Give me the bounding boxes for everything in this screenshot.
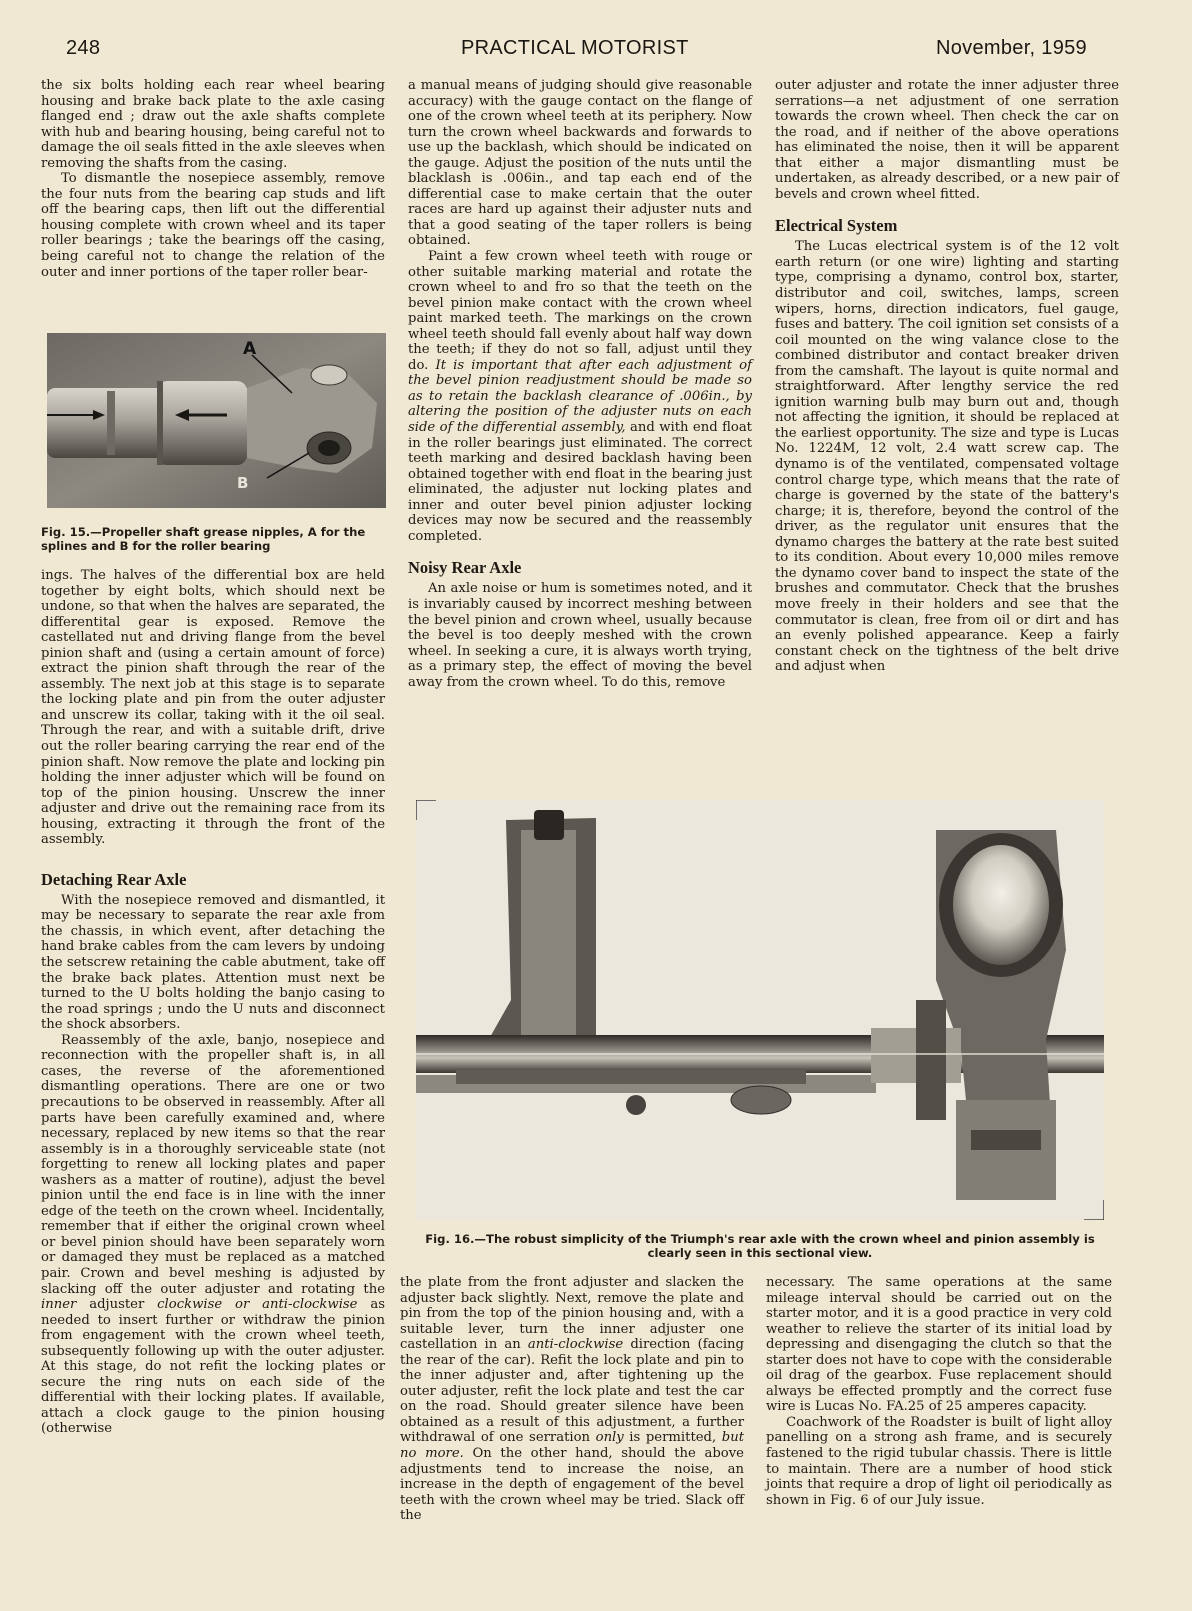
paragraph: Paint a few crown wheel teeth with rouge or other suitable marking material and rotate the crown wheel to and fro so that the teeth on the bevel pinion make contact with the crown wheel paint marked teeth. The markings on the crown wheel teeth should fall evenly about half way down the teeth; if they do not so fall, adjust until they do. It is important that after each adjustment of the bevel pinion readjustment should be made so as to retain the backlash clearance of .006in., by altering the position of the adjuster nuts on each side of the differential assembly, and with end float in the roller bearings just eliminated. The correct teeth marking and desired backlash having been obtained together with end float in the bearing just eliminated, the adjuster nut locking plates and inner and outer bevel pinion adjuster locking devices may now be secured and the reassembly completed.: [408, 249, 752, 544]
magazine-title: PRACTICAL MOTORIST: [461, 37, 689, 59]
issue-date: November, 1959: [936, 37, 1087, 59]
column-1-top: [41, 78, 385, 280]
label-b: B: [237, 474, 249, 492]
paragraph: outer adjuster and rotate the inner adjuster three serrations—a net adjustment of one serration towards the crown wheel. Then check the car on the road, and if neither of the above operations has eliminated the noise, then it will be apparent that either a major dismantling must be undertaken, as already described, or a new pair of bevels and crown wheel fitted.: [775, 78, 1119, 202]
paragraph: With the nosepiece removed and dismantled, it may be necessary to separate the rear axle from the chassis, in which event, after detaching the hand brake cables from the cam levers by undoing the setscrew retaining the cable abutment, take off the brake back plates. Attention must next be turned to the U bolts holding the banjo casing to the road springs ; undo the U nuts and disconnect the shock absorbers.: [41, 892, 385, 1033]
figure-16-photo: [416, 800, 1104, 1220]
heading-electrical-system: Electrical System: [775, 216, 898, 236]
paragraph: To dismantle the nosepiece assembly, remove the four nuts from the bearing cap studs and lift off the bearing caps, then lift out the differential housing complete with crown wheel and its taper roller bearings ; take the bearings off the casing, being careful not to change the relation of the outer and inner portions of the taper roller bear-: [41, 171, 385, 280]
paragraph: the plate from the front adjuster and slacken the adjuster back slightly. Next, remove the plate and pin from the top of the pinion housing and, with a suitable lever, turn the inner adjuster one castellation in an anti-clockwise direction (facing the rear of the car). Refit the lock plate and pin to the inner adjuster and, after tightening up the outer adjuster, refit the lock plate and test the car on the road. Should greater silence have been obtained as a result of this adjustment, a further withdrawal of one serration only is permitted, but no more. On the other hand, should the above adjustments tend to increase the noise, an increase in the depth of engagement of the bevel teeth with the crown wheel may be tried. Slack off the: [400, 1275, 745, 1524]
figure-15-photo: [47, 333, 386, 508]
paragraph: ings. The halves of the differential box are held together by eight bolts, which should next be undone, so that when the halves are separated, the differentital gear is exposed. Remove the castellated nut and driving flange from the bevel pinion shaft and (using a certain amount of force) extract the pinion shaft through the rear of the assembly. The next job at this stage is to separate the locking plate and pin from the outer adjuster and unscrew its collar, taking with it the oil seal. Through the rear, and with a suitable drift, drive out the roller bearing carrying the rear end of the pinion shaft. Now remove the plate and locking pin holding the inner adjuster which will be found on top of the pinion housing. Unscrew the inner adjuster and drive out the remaining race from its housing, extracting it through the front of the assembly.: [41, 568, 385, 848]
figure-16-caption: Fig. 16.—The robust simplicity of the Triumph's rear axle with the crown wheel and pinion assembly is clearly seen in this sectional view.: [425, 1232, 1095, 1260]
paragraph: An axle noise or hum is sometimes noted, and it is invariably caused by incorrect meshing between the bevel pinion and crown wheel, usually because the bevel is too deeply meshed with the crown wheel. In seeking a cure, it is always worth trying, as a primary step, the effect of moving the bevel away from the crown wheel. To do this, remove: [408, 581, 752, 690]
paragraph: the six bolts holding each rear wheel bearing housing and brake back plate to the axle casing flanged end ; draw out the axle shafts complete with hub and bearing housing, being careful not to damage the oil seals fitted in the axle sleeves when removing the shafts from the casing.: [41, 78, 386, 171]
label-a: A: [243, 339, 257, 359]
rear-axle-sectional-illustration: [416, 800, 1104, 1220]
paragraph: Reassembly of the axle, banjo, nosepiece and reconnection with the propeller shaft is, in all cases, the reverse of the aforementioned dismantling operations. There are one or two precautions to be observed in reassembly. After all parts have been carefully examined and, where necessary, replaced by new items so that the rear assembly is in a thoroughly serviceable state (not forgetting to renew all locking plates and paper washers as a matter of routine), adjust the bevel pinion until the end face is in line with the inner edge of the teeth on the crown wheel. Incidentally, remember that if either the original crown wheel or bevel pinion should have been separately worn or damaged they must be replaced as a matched pair. Crown and bevel meshing is adjusted by slacking off the outer adjuster and rotating the inner adjuster clockwise or anti-clockwise as needed to insert further or withdraw the pinion from engagement with the crown wheel teeth, subsequently following up with the outer adjuster. At this stage, do not refit the locking plates or secure the ring nuts on each side of the differential with their locking plates. If available, attach a clock gauge to the pinion housing (otherwise: [41, 1032, 385, 1437]
figure-15-caption: Fig. 15.—Propeller shaft grease nipples, A for the splines and B for the roller bearing: [41, 525, 366, 553]
column-3-top: [775, 78, 1119, 675]
column-1-bottom: [41, 568, 385, 1437]
paragraph: a manual means of judging should give reasonable accuracy) with the gauge contact on the flange of one of the crown wheel teeth at its periphery. Now turn the crown wheel backwards and forwards to use up the backlash, which should be indicated on the gauge. Adjust the position of the nuts until the blacklash is .006in., and tap each end of the differential case to make certain that the outer races are hard up against their adjuster nuts and that a good seating of the taper rollers is being obtained.: [408, 78, 752, 249]
column-3-bottom: [766, 1275, 1112, 1508]
page-number: 248: [66, 37, 101, 59]
column-2-bottom: [400, 1275, 744, 1524]
paragraph: The Lucas electrical system is of the 12 volt earth return (or one wire) lighting and starting type, comprising a dynamo, control box, starter, distributor and coil, switches, lamps, screen wipers, horns, direction indicators, fuel gauge, fuses and battery. The coil ignition set consists of a coil mounted on the wing valance close to the combined distributor and contact breaker driven from the camshaft. The layout is quite normal and straightforward. After lengthy service the red ignition warning bulb may burn out and, though not affecting the ignition, it should be replaced at the earliest opportunity. The size and type is Lucas No. 1224M, 12 volt, 2.4 watt screw cap. The dynamo is of the ventilated, compensated voltage control charge type, which means that the rate of charge is governed by the state of the battery's charge; it is, therefore, beyond the control of the driver, as the regulator unit ensures that the dynamo charges the battery at the rate best suited to its condition. About every 10,000 miles remove the dynamo cover band to inspect the state of the brushes and commutator. Check that the brushes move freely in their holders and see that the commutator is clean, free from oil or dirt and has an evenly polished appearance. Keep a fairly constant check on the tightness of the belt drive and adjust when: [775, 239, 1119, 675]
paragraph: Coachwork of the Roadster is built of light alloy panelling on a strong ash frame, and is securely fastened to the rigid tubular chassis. There is little to maintain. There are a number of hood stick joints that require a drop of light oil periodically as shown in Fig. 6 of our July issue.: [766, 1414, 1112, 1508]
heading-detaching-rear-axle: Detaching Rear Axle: [41, 869, 187, 889]
paragraph: necessary. The same operations at the same mileage interval should be carried out on the starter motor, and it is a good practice in very cold weather to relieve the starter of its initial load by depressing and disengaging the clutch so that the starter does not have to cope with the considerable oil drag of the gearbox. Fuse replacement should always be effected promptly and the correct fuse wire is Lucas No. FA.25 of 25 amperes capacity.: [766, 1275, 1112, 1415]
heading-noisy-rear-axle: Noisy Rear Axle: [408, 558, 522, 578]
propeller-shaft-illustration: [47, 333, 386, 508]
column-2-top: [408, 78, 752, 690]
